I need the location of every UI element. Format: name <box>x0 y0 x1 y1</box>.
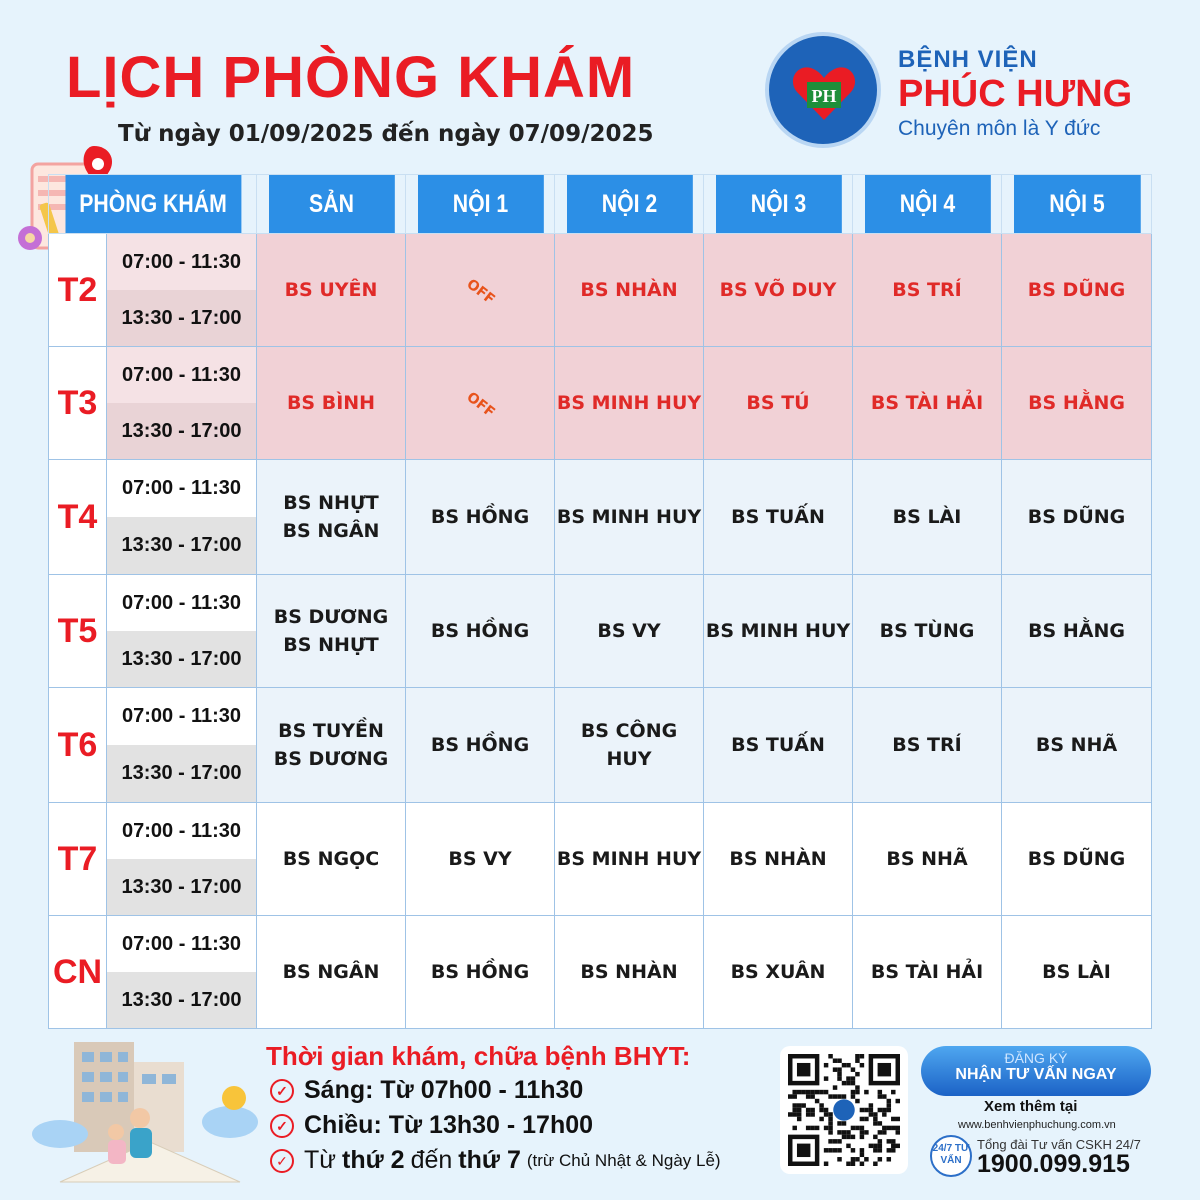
doctor-cell: BS NHÃ <box>1002 688 1152 803</box>
bhyt-morning-text: Sáng: Từ 07h00 - 11h30 <box>304 1076 584 1104</box>
doctor-cell: BS DŨNG <box>1002 234 1152 347</box>
bhyt-days-prefix: Từ <box>304 1146 337 1174</box>
heart-icon <box>791 62 857 122</box>
schedule-table <box>48 174 1152 1029</box>
logo-tagline: Chuyên môn là Y đức <box>898 117 1101 140</box>
off-cell <box>406 347 555 460</box>
doctor-cell: BS NHÀN <box>555 916 704 1029</box>
doctor-cell: BS HẰNG <box>1002 347 1152 460</box>
time-afternoon: 13:30 - 17:00 <box>107 631 256 687</box>
qr-code-icon <box>788 1054 900 1166</box>
day-label: T2 <box>49 234 107 347</box>
time-slots <box>107 460 257 575</box>
off-label: OFF <box>462 276 498 308</box>
day-label: T7 <box>49 803 107 916</box>
time-afternoon: 13:30 - 17:00 <box>107 859 256 915</box>
col-header-noi5: NỘI 5 <box>1013 175 1141 234</box>
doctor-cell: BS TÀI HẢI <box>853 347 1002 460</box>
day-label: T3 <box>49 347 107 460</box>
doctor-cell: BS TRÍ <box>853 688 1002 803</box>
bhyt-days-a: thứ 2 <box>342 1146 405 1174</box>
time-slots <box>107 575 257 688</box>
time-morning: 07:00 - 11:30 <box>107 803 256 859</box>
doctor-cell: BS NHỰT BS NGÂN <box>257 460 406 575</box>
doctor-cell: BS VY <box>555 575 704 688</box>
bhyt-days <box>270 1146 721 1175</box>
day-label: T6 <box>49 688 107 803</box>
day-label: CN <box>49 916 107 1029</box>
schedule-row <box>49 575 1152 688</box>
doctor-cell: BS HỒNG <box>406 575 555 688</box>
doctor-cell: BS HỒNG <box>406 460 555 575</box>
time-afternoon: 13:30 - 17:00 <box>107 290 256 346</box>
doctor-cell: BS UYÊN <box>257 234 406 347</box>
doctor-cell: BS DƯƠNG BS NHỰT <box>257 575 406 688</box>
bhyt-afternoon-text: Chiều: Từ 13h30 - 17h00 <box>304 1111 594 1139</box>
time-afternoon: 13:30 - 17:00 <box>107 745 256 802</box>
logo-monogram: PH <box>811 86 837 106</box>
doctor-cell: BS BÌNH <box>257 347 406 460</box>
time-morning: 07:00 - 11:30 <box>107 460 256 517</box>
col-header-noi3: NỘI 3 <box>715 175 842 234</box>
col-header-noi4: NỘI 4 <box>864 175 991 234</box>
hospital-logo <box>765 32 1165 152</box>
off-label: OFF <box>462 389 498 421</box>
hotline-label: Tổng đài Tư vấn CSKH 24/7 <box>977 1137 1141 1152</box>
doctor-cell: BS TÀI HẢI <box>853 916 1002 1029</box>
doctor-cell: BS TUẤN <box>704 688 853 803</box>
bhyt-days-note: (trừ Chủ Nhật & Ngày Lễ) <box>526 1150 721 1170</box>
doctor-cell: BS HỒNG <box>406 688 555 803</box>
time-morning: 07:00 - 11:30 <box>107 688 256 745</box>
doctor-cell: BS TÙNG <box>853 575 1002 688</box>
doctor-cell: BS NGÂN <box>257 916 406 1029</box>
doctor-cell: BS DŨNG <box>1002 460 1152 575</box>
doctor-cell: BS VÕ DUY <box>704 234 853 347</box>
time-morning: 07:00 - 11:30 <box>107 347 256 403</box>
logo-emblem-icon <box>765 32 881 148</box>
bhyt-afternoon <box>270 1111 593 1140</box>
hotline-number[interactable]: 1900.099.915 <box>977 1150 1130 1178</box>
doctor-cell: BS TUẤN <box>704 460 853 575</box>
doctor-cell: BS TUYỀN BS DƯƠNG <box>257 688 406 803</box>
register-consult-button[interactable] <box>921 1046 1151 1096</box>
doctor-cell: BS LÀI <box>853 460 1002 575</box>
logo-line1: BỆNH VIỆN <box>898 46 1038 73</box>
button-main-label: NHẬN TƯ VẤN NGAY <box>955 1066 1117 1083</box>
doctor-cell: BS XUÂN <box>704 916 853 1029</box>
col-header-san: SẢN <box>268 175 395 234</box>
schedule-row <box>49 234 1152 347</box>
date-range: Từ ngày 01/09/2025 đến ngày 07/09/2025 <box>118 121 654 147</box>
off-cell <box>406 234 555 347</box>
doctor-cell: BS HỒNG <box>406 916 555 1029</box>
time-afternoon: 13:30 - 17:00 <box>107 403 256 459</box>
doctor-cell: BS MINH HUY <box>555 347 704 460</box>
see-more-label: Xem thêm tại <box>984 1098 1078 1115</box>
check-circle-icon: ✓ <box>270 1149 294 1173</box>
schedule-row <box>49 916 1152 1029</box>
check-circle-icon: ✓ <box>270 1114 294 1138</box>
check-circle-icon: ✓ <box>270 1079 294 1103</box>
schedule-row <box>49 803 1152 916</box>
doctor-cell: BS NHÃ <box>853 803 1002 916</box>
bhyt-days-b: thứ 7 <box>458 1146 521 1174</box>
time-morning: 07:00 - 11:30 <box>107 575 256 631</box>
hospital-illustration-icon <box>30 1022 260 1190</box>
bhyt-days-mid: đến <box>410 1146 453 1174</box>
website-link[interactable]: www.benhvienphuchung.com.vn <box>958 1119 1116 1131</box>
time-slots <box>107 688 257 803</box>
doctor-cell: BS LÀI <box>1002 916 1152 1029</box>
doctor-cell: BS NHÀN <box>555 234 704 347</box>
doctor-cell: BS TRÍ <box>853 234 1002 347</box>
doctor-cell: BS DŨNG <box>1002 803 1152 916</box>
time-slots <box>107 347 257 460</box>
time-slots <box>107 916 257 1029</box>
logo-line2: PHÚC HƯNG <box>898 73 1133 115</box>
qr-code[interactable] <box>780 1046 908 1174</box>
button-top-label: ĐĂNG KÝ <box>1004 1050 1068 1066</box>
time-afternoon: 13:30 - 17:00 <box>107 972 256 1028</box>
page-title: LỊCH PHÒNG KHÁM <box>66 45 636 110</box>
time-slots <box>107 234 257 347</box>
col-header-noi2: NỘI 2 <box>566 175 693 234</box>
doctor-cell: BS HẰNG <box>1002 575 1152 688</box>
doctor-cell: BS CÔNG HUY <box>555 688 704 803</box>
bhyt-morning <box>270 1076 583 1105</box>
time-afternoon: 13:30 - 17:00 <box>107 517 256 574</box>
doctor-cell: BS MINH HUY <box>555 803 704 916</box>
col-header-noi1: NỘI 1 <box>417 175 544 234</box>
corner-header: PHÒNG KHÁM <box>64 175 241 234</box>
doctor-cell: BS VY <box>406 803 555 916</box>
schedule-row <box>49 460 1152 575</box>
schedule-row <box>49 347 1152 460</box>
doctor-cell: BS MINH HUY <box>555 460 704 575</box>
support-247-icon: 24/7 TƯ VẤN <box>930 1135 972 1177</box>
day-label: T5 <box>49 575 107 688</box>
doctor-cell: BS NHÀN <box>704 803 853 916</box>
day-label: T4 <box>49 460 107 575</box>
doctor-cell: BS TÚ <box>704 347 853 460</box>
bhyt-title: Thời gian khám, chữa bệnh BHYT: <box>266 1041 691 1071</box>
doctor-cell: BS MINH HUY <box>704 575 853 688</box>
time-morning: 07:00 - 11:30 <box>107 234 256 290</box>
time-slots <box>107 803 257 916</box>
time-morning: 07:00 - 11:30 <box>107 916 256 972</box>
schedule-row <box>49 688 1152 803</box>
doctor-cell: BS NGỌC <box>257 803 406 916</box>
